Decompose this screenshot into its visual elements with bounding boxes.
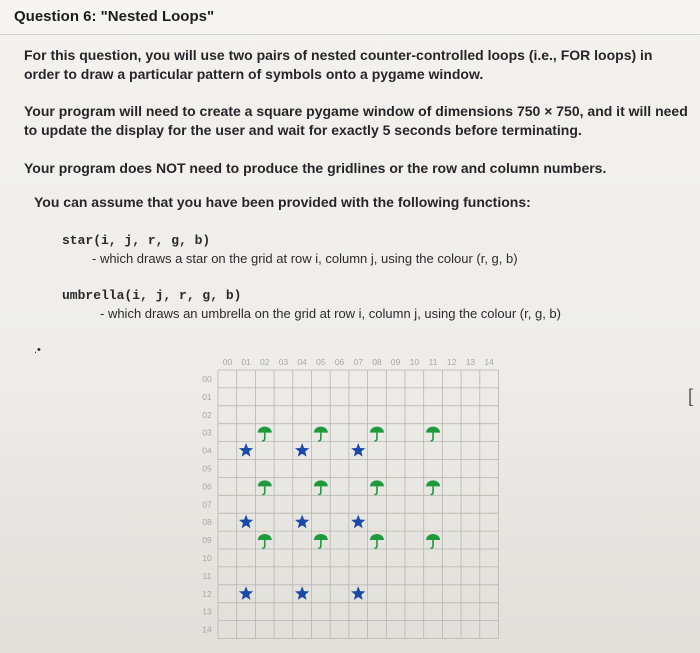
intro-paragraph: For this question, you will use two pairs of nested counter-controlled loops (i.e., FOR loops) in order to draw a particular pattern of symbols onto a pygame window. (24, 47, 653, 82)
star-icon (351, 586, 365, 600)
row-labels (202, 374, 212, 635)
umbrella-icon (370, 534, 384, 548)
row-label: 03 (202, 427, 212, 438)
umbrella-icon (426, 480, 440, 494)
umbrella-icon (314, 534, 328, 548)
margin-dots: .• (34, 344, 41, 356)
column-label: 01 (241, 357, 251, 367)
column-label: 06 (334, 357, 345, 367)
column-label: 07 (353, 357, 363, 367)
umbrella-icon (370, 480, 384, 494)
row-label: 00 (202, 373, 212, 384)
umbrella-signature: umbrella(i, j, r, g, b) (62, 288, 242, 303)
star-description: - which draws a star on the grid at row i, column j, using the colour (r, g, b) (92, 251, 518, 266)
row-label: 07 (202, 499, 212, 510)
column-label: 12 (447, 357, 457, 367)
row-label: 05 (202, 463, 212, 474)
star-icon (239, 443, 253, 457)
row-label: 08 (202, 517, 212, 528)
umbrella-icon (314, 427, 328, 441)
column-label: 13 (465, 357, 476, 367)
umbrella-icon (370, 427, 384, 441)
umbrella-icon (258, 427, 272, 441)
requirements-paragraph: Your program will need to create a square pygame window of dimensions 750 × 750, and it will need to update the display for the user and wait for exactly 5 seconds before terminating. (24, 103, 688, 138)
column-label: 10 (409, 357, 420, 367)
star-icon (351, 443, 365, 457)
umbrella-icon (258, 534, 272, 548)
star-icon (295, 515, 309, 529)
functions-intro: You can assume that you have been provided with the following functions: (34, 194, 531, 210)
column-label: 00 (222, 357, 233, 367)
column-label: 08 (372, 357, 382, 367)
row-label: 06 (202, 481, 212, 492)
column-label: 14 (484, 357, 494, 367)
column-label: 11 (428, 357, 438, 367)
star-icon (239, 515, 253, 529)
row-label: 09 (202, 535, 212, 546)
question-title: Question 6: "Nested Loops" (14, 8, 215, 25)
column-labels (223, 357, 495, 367)
column-label: 02 (260, 357, 270, 367)
umbrella-icon (426, 427, 440, 441)
row-label: 04 (202, 445, 212, 456)
umbrella-description: - which draws an umbrella on the grid at row i, column j, using the colour (r, g, b) (100, 306, 561, 321)
column-label: 03 (278, 357, 289, 367)
row-label: 13 (202, 606, 212, 617)
star-icon (239, 586, 253, 600)
row-label: 10 (202, 552, 212, 563)
star-icon (295, 586, 309, 600)
row-label: 14 (202, 624, 212, 635)
star-icon (295, 443, 309, 457)
umbrella-icon (426, 534, 440, 548)
star-icon (351, 515, 365, 529)
column-label: 04 (297, 357, 307, 367)
gridlines-note: Your program does NOT need to produce the gridlines or the row and column numbers. (24, 160, 607, 176)
grid-lines (218, 370, 499, 639)
row-label: 12 (202, 588, 212, 599)
row-label: 11 (202, 570, 212, 581)
umbrella-icon (314, 480, 328, 494)
column-label: 09 (390, 357, 401, 367)
column-label: 05 (316, 357, 326, 367)
umbrella-icon (258, 480, 272, 494)
row-label: 01 (202, 391, 212, 402)
edge-bracket: [ (688, 386, 694, 406)
star-signature: star(i, j, r, g, b) (62, 233, 211, 248)
row-label: 02 (202, 409, 212, 420)
